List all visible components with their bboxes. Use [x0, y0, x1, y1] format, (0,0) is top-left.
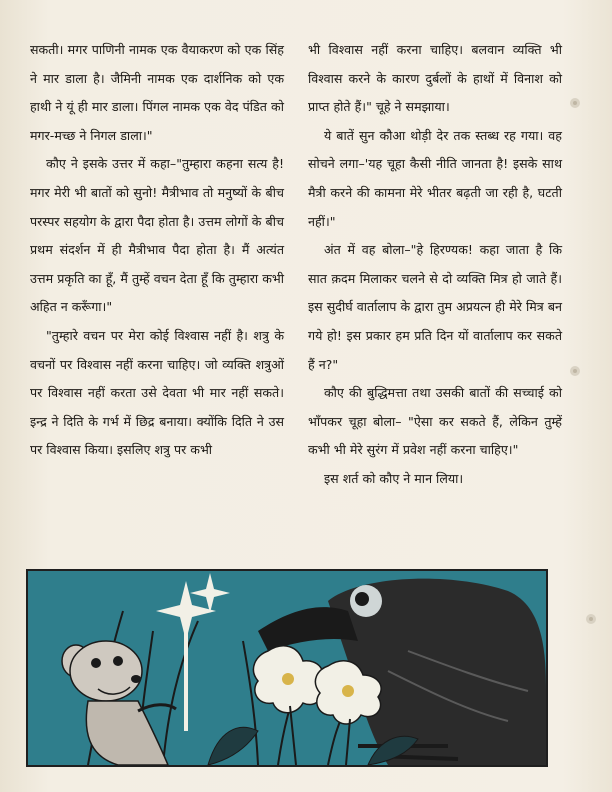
paragraph: कौए की बुद्धिमत्ता तथा उसकी बातों की सच्चाई को भाँपकर चूहा बोला– "ऐसा कर सकते हैं, लेकिन तुम्हें कभी भी मेरे सुरंग में प्रवेश नहीं करना चाहिए।" [308, 385, 562, 458]
paragraph: इस शर्त को कौए ने मान लिया। [324, 470, 464, 486]
light-beam [184, 611, 188, 731]
paragraph: सकती। मगर पाणिनी नामक एक वैयाकरण को एक सिंह ने मार डाला है। जैमिनी नामक एक दार्शनिक को एक हाथी ने यूं ही मार डाला। पिंगल नामक एक वेद पंडित को मगर-मच्छ ने निगल डाला।" [30, 42, 284, 143]
right-column [308, 36, 562, 561]
margin-flower-icon [582, 612, 600, 626]
margin-flower-icon [566, 96, 584, 110]
text-columns [30, 36, 562, 561]
left-column [30, 36, 284, 561]
paragraph: कौए ने इसके उत्तर में कहा–"तुम्हारा कहना सत्य है! मगर मेरी भी बातों को सुनो! मैत्रीभाव तो मनुष्यों के बीच परस्पर सहयोग के द्वारा पैदा होता है। उत्तम लोगों के बीच प्रथम संदर्शन में ही मैत्रीभाव पैदा होता है। मैं अत्यंत उत्तम प्रकृति का हूँ, मैं तुम्हें वचन देता हूँ कि तुम्हारा कभी अहित न करूँगा।" [30, 156, 284, 315]
margin-flower-icon [566, 364, 584, 378]
paragraph: "तुम्हारे वचन पर मेरा कोई विश्वास नहीं है। शत्रु के वचनों पर विश्वास नहीं करना चाहिए। जो व्यक्ति शत्रुओं पर विश्वास नहीं करता उसे देवता भी मार नहीं सकते। इन्द्र ने दिति के गर्भ में छिद्र बनाया। क्योंकि दिति ने उस पर विश्वास किया। इसलिए शत्रु पर कभी [30, 327, 284, 458]
crow-and-mouse-scene [28, 571, 546, 765]
paragraph: ये बातें सुन कौआ थोड़ी देर तक स्तब्ध रह गया। वह सोचने लगा–'यह चूहा कैसी नीति जानता है! इसके साथ मैत्री करने की कामना मेरे भीतर बढ़ती जा रही है, घटती नहीं।" [308, 127, 562, 229]
story-illustration [26, 569, 548, 767]
paragraph: अंत में वह बोला–"हे हिरण्यक! कहा जाता है कि सात क़दम मिलाकर चलने से दो व्यक्ति मित्र हो जाते हैं। इस सुदीर्घ वार्तालाप के द्वारा तुम अप्रयत्न ही मेरे मित्र बन गये हो! इस प्रकार हम प्रति दिन यों वार्तालाप कर सकते हैं न?" [308, 242, 562, 372]
paragraph: भी विश्वास नहीं करना चाहिए। बलवान व्यक्ति भी विश्वास करने के कारण दुर्बलों के हाथों में विनाश को प्राप्त होते हैं।" चूहे ने समझाया। [308, 42, 562, 115]
